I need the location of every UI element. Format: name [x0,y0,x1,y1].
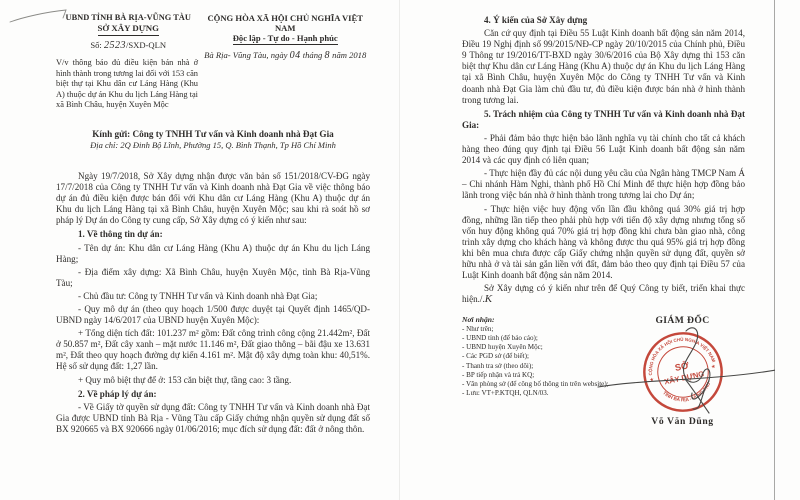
issuer-parent-name: UBND TỈNH BÀ RỊA-VŨNG TÀU [65,13,191,22]
official-red-seal [633,323,733,423]
recipients-list-item: - BP tiếp nhận và trả KQ; [462,370,535,379]
recipients-list-item: - Như trên; [462,324,494,333]
issuing-agency-block [56,13,200,111]
date-place-line: Bà Rịa- Vũng Tàu, ngày 04 tháng 8 năm 2018 [204,50,367,61]
section-4-heading: 4. Ý kiến của Sở Xây dựng [484,15,588,25]
recipients-list-item: - UBND huyện Xuyên Mộc; [462,343,543,352]
letter-header [56,13,370,111]
recipients-list-item: - Lưu: VT+P.KTQH, QLN/03. [462,389,549,398]
intro-paragraph: Ngày 19/7/2018, Sở Xây dựng nhận được văn bản số 151/2018/CV-ĐG ngày 17/7/2018 của Công ty TNHH Tư vấn và Kinh doanh nhà Đạt Gia về việc thông báo dự án đủ điều kiện được bán đối với Khu dân cư Láng Hàng (Khu A) thuộc dự án Khu du lịch Láng Hàng tại xã Bình Châu, huyện Xuyên Mộc; sau khi rà soát hồ sơ pháp lý Dự án do Công ty cung cấp, Sở Xây dựng có ý kiến như sau: [56,170,370,226]
seal-ring-bottom-text: TỈNH BÀ RỊA - VŨNG TÀU [661,381,711,403]
recipients-list-block [462,315,620,427]
seal-star-right-icon: ★ [710,364,716,371]
section-5-item: - Phải đảm bảo thực hiện bảo lãnh nghĩa vụ tài chính cho tất cả khách hàng theo đúng quy định tại Điều 56 Luật Kinh doanh bất động sản năm 2014 và các quy định có liên quan; [462,132,745,166]
section-1-item: - Địa điểm xây dựng: Xã Bình Châu, huyện Xuyên Mộc, tỉnh Bà Rịa-Vũng Tàu; [56,266,370,288]
recipients-list-item: - Văn phòng sở (để công bố thông tin trên website); [462,380,609,389]
recipients-list-item: - UBND tỉnh (để báo cáo); [462,334,538,343]
section-2-heading: 2. Về pháp lý dự án: [78,388,157,399]
seal-star-left-icon: ★ [648,378,655,384]
signature-block [620,315,745,427]
section-2-item: - Về Giấy tờ quyền sử dụng đất: Công ty TNHH Tư vấn và Kinh doanh nhà Đạt Gia được UBND tỉnh Bà Rịa - Vũng Tàu cấp Giấy chứng nhận quyền sử dụng đất số BX 920665 và BX 920666 ngày 01/06/2016; mục đích sử dụng đất: đất ở nông thôn. [56,401,370,434]
section-1-heading: 1. Về thông tin dự án: [78,229,163,240]
seal-center-line2: XÂY DỰNG [662,369,705,387]
signer-name: Võ Văn Dũng [651,416,714,428]
document-number: Số: 2523/SXD-QLN [90,40,167,51]
recipients-list-item: - Thanh tra sở (theo dõi); [462,361,534,370]
section-1-item: + Quy mô biệt thự để ở: 153 căn biệt thự, tầng cao: 3 tầng. [78,374,292,385]
issuer-name: SỞ XÂY DỰNG [56,23,200,36]
date-month-handwritten: 8 [324,50,330,61]
recipient-address: Địa chỉ: 2Q Đinh Bộ Lĩnh, Phường 15, Q. Bình Thạnh, Tp Hồ Chí Minh [90,139,336,150]
section-1-item: - Quy mô dự án (theo quy hoạch 1/500 được duyệt tại Quyết định 1465/QD-UBND ngày 14/6/2017 của UBND huyện Xuyên Mộc): [56,304,370,326]
section-5-item: - Thực hiện việc huy động vốn lần đầu không quá 30% giá trị hợp đồng, những lần tiếp theo phải phù hợp với tiến độ xây dựng nhưng tổng số vốn huy động không quá 70% giá trị hợp đồng khi chưa bàn giao nhà, công trình xây dựng cho khách hàng và không được thu quá 95% giá trị hợp đồng khi bên mua chưa được cấp Giấy chứng nhận quyền sử dụng đất, quyền sở hữu nhà ở và tài sản gắn liền với đất, đảm bảo theo quy định tại Điều 57 của Luật Kinh doanh bất động sản năm 2014. [462,203,745,281]
section-1-item: - Chủ đầu tư: Công ty TNHH Tư vấn và Kinh doanh nhà Đạt Gia; [78,290,318,301]
recipients-list-item: - Các PGD sở (để biết); [462,352,529,361]
section-5-heading: 5. Trách nhiệm của Công ty TNHH Tư vấn và Kinh doanh nhà Đạt Gia: [462,108,745,130]
recipient-block [56,128,370,151]
seal-ring-top-text: CỘNG HÒA XÃ HỘI CHỦ NGHĨA VIỆT NAM [647,337,716,376]
national-header-block [200,13,370,111]
section-1-item: + Tổng diện tích đất: 101.237 m² gồm: Đất công trình công cộng 21.442m², Đất ở 50.857 m², Đất cây xanh – mặt nước 11.146 m², Đất giao thông – bãi đậu xe 13.631 m², Đất theo quy hoạch đường dự kiến 4.161 m². Mật độ xây dựng toàn khu: 40,51%. Hệ số sử dụng đất: 1,27 lần. [56,328,370,372]
national-title: CỘNG HÒA XÃ HỘI CHỦ NGHĨA VIỆT NAM [207,13,363,33]
closing-handwritten-initial: K [484,293,493,306]
section-1-item: - Tên dự án: Khu dân cư Láng Hàng (Khu A) thuộc dự án Khu du lịch Láng Hàng; [56,242,370,264]
document-page-2 [400,0,775,500]
recipient-line: Kính gửi: Công ty TNHH Tư vấn và Kinh doanh nhà Đạt Gia [92,128,334,139]
subject-line: V/v thông báo đủ điều kiện bán nhà ở hình thành trong tương lai đối với 153 căn biệt thự tại Khu dân cư Láng Hàng (Khu A) thuộc dự án Khu du lịch Láng Hàng tại xã Bình Châu, huyện Xuyên Mộc [56,58,198,110]
closing-paragraph: Sở Xây dựng có ý kiến như trên để Quý Công ty biết, triển khai thực hiện./.K [462,283,745,306]
section-4-body: Căn cứ quy định tại Điều 55 Luật Kinh doanh bất động sản năm 2014, Điều 19 Nghị định số 99/2015/NĐ-CP ngày 20/10/2015 của Chính phủ, Điều 9 Thông tư 19/2016/TT-BXD ngày 30/6/2016 của Bộ Xây dựng thì 153 căn biệt thự Khu dân cư Láng Hàng (Khu A) thuộc dự án Khu du lịch Láng Hàng tại xã Bình Châu, huyện Xuyên Mộc do Công ty TNHH Tư vấn và Kinh doanh nhà Đạt Gia làm chủ đầu tư, đủ điều kiện được bán nhà ở hình thành trong tương lai. [462,28,745,105]
recipients-list-label: Nơi nhận: [462,315,495,325]
signer-title: GIÁM ĐỐC [655,315,710,327]
date-day-handwritten: 04 [289,50,301,61]
section-5-item: - Thực hiện đầy đủ các nội dung yêu cầu của Ngân hàng TMCP Nam Á – Chi nhánh Hàm Nghi, thành phố Hồ Chí Minh để thực hiện hợp đồng bảo lãnh trong việc bán nhà ở hình thành trong tương lai cho Dự án; [462,168,745,201]
document-number-handwritten: 2523 [103,40,126,51]
letter-footer [462,315,745,427]
national-motto: Độc lập - Tự do - Hạnh phúc [232,33,338,43]
seal-center-line1: SỞ [673,360,690,374]
